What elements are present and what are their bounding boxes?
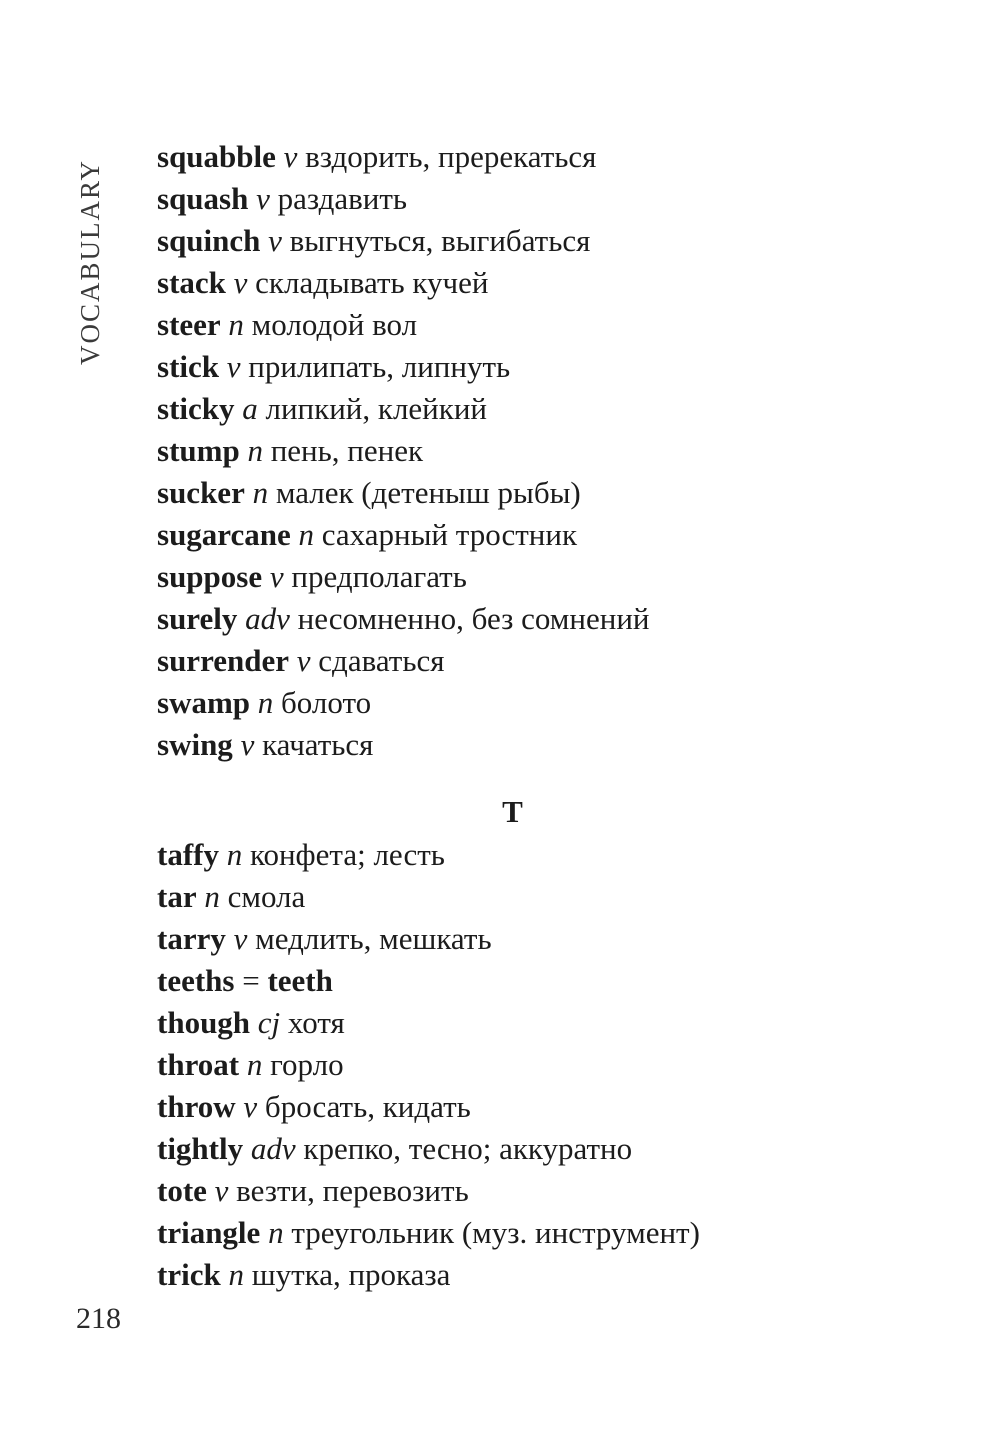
headword: throw [157, 1089, 236, 1124]
translation: везти, перевозить [236, 1173, 469, 1208]
headword: stick [157, 349, 219, 384]
translation: складывать кучей [255, 265, 489, 300]
part-of-speech: v [256, 181, 270, 216]
part-of-speech: v [214, 1173, 229, 1208]
part-of-speech: n [257, 685, 274, 720]
translation: раздавить [277, 181, 408, 216]
headword: steer [157, 307, 221, 342]
entry-list-t [157, 834, 700, 1296]
headword: sucker [157, 475, 245, 510]
part-of-speech: n [204, 879, 220, 914]
letter-heading-t: T [502, 794, 523, 829]
entry-steer [157, 304, 650, 346]
part-of-speech: v [233, 265, 248, 300]
part-of-speech: adv [250, 1131, 296, 1166]
entry-list-s [157, 136, 650, 766]
part-of-speech: n [252, 475, 269, 510]
entry-tote [157, 1170, 700, 1212]
translation: молодой вол [251, 307, 418, 342]
equals-sign: = [242, 963, 260, 998]
part-of-speech: v [269, 559, 284, 594]
translation: конфета; лесть [249, 837, 445, 872]
translation: предполагать [291, 559, 467, 594]
translation: хотя [287, 1005, 345, 1040]
entry-tar [157, 876, 700, 918]
headword: swamp [157, 685, 251, 720]
cross-reference: teeth [267, 963, 333, 998]
headword: though [157, 1005, 251, 1040]
part-of-speech: a [242, 391, 258, 426]
entry-squinch [157, 220, 650, 262]
entry-surely [157, 598, 650, 640]
translation: медлить, мешкать [255, 921, 492, 956]
entry-swamp [157, 682, 650, 724]
part-of-speech: v [283, 139, 298, 174]
part-of-speech: v [233, 921, 248, 956]
part-of-speech: v [296, 643, 311, 678]
headword: tarry [157, 921, 226, 956]
headword: squinch [157, 223, 261, 258]
translation: выгнуться, выгибаться [289, 223, 591, 258]
page-number: 218 [76, 1302, 121, 1335]
translation: липкий, клейкий [265, 391, 488, 426]
entry-squash [157, 178, 650, 220]
entry-surrender [157, 640, 650, 682]
translation: крепко, тесно; аккуратно [303, 1131, 633, 1166]
entry-squabble [157, 136, 650, 178]
entry-suppose [157, 556, 650, 598]
translation: пень, пенек [270, 433, 424, 468]
translation: горло [270, 1047, 344, 1082]
entry-sugarcane [157, 514, 650, 556]
headword: sticky [157, 391, 235, 426]
translation: малек (детеныш рыбы) [275, 475, 581, 510]
part-of-speech: n [247, 433, 263, 468]
entry-stack [157, 262, 650, 304]
headword: squash [157, 181, 249, 216]
headword: tar [157, 879, 197, 914]
section-side-label: VOCABULARY [75, 158, 105, 365]
translation: несомненно, без сомнений [297, 601, 650, 636]
entry-throat [157, 1044, 700, 1086]
headword: suppose [157, 559, 263, 594]
headword: sugarcane [157, 517, 291, 552]
translation: сахарный тростник [321, 517, 578, 552]
entry-stick [157, 346, 650, 388]
part-of-speech: v [243, 1089, 258, 1124]
part-of-speech: cj [257, 1005, 281, 1040]
headword: swing [157, 727, 233, 762]
headword: squabble [157, 139, 276, 174]
headword: stump [157, 433, 240, 468]
headword: tightly [157, 1131, 244, 1166]
headword: triangle [157, 1215, 261, 1250]
part-of-speech: v [268, 223, 282, 258]
translation: шутка, проказа [251, 1257, 451, 1292]
headword: surrender [157, 643, 290, 678]
translation: смола [227, 879, 306, 914]
entry-teeths [157, 960, 700, 1002]
entry-swing [157, 724, 650, 766]
part-of-speech: adv [245, 601, 290, 636]
translation: болото [281, 685, 372, 720]
headword: taffy [157, 837, 219, 872]
entry-tightly [157, 1128, 700, 1170]
entry-though [157, 1002, 700, 1044]
part-of-speech: v [240, 727, 255, 762]
entry-trick [157, 1254, 700, 1296]
part-of-speech: n [228, 307, 244, 342]
part-of-speech: n [268, 1215, 284, 1250]
entry-sticky [157, 388, 650, 430]
entry-tarry [157, 918, 700, 960]
headword: stack [157, 265, 226, 300]
entry-throw [157, 1086, 700, 1128]
translation: вздорить, пререкаться [305, 139, 597, 174]
translation: качаться [262, 727, 374, 762]
part-of-speech: n [226, 837, 243, 872]
headword: tote [157, 1173, 207, 1208]
part-of-speech: n [246, 1047, 263, 1082]
entry-taffy [157, 834, 700, 876]
entry-sucker [157, 472, 650, 514]
headword: trick [157, 1257, 221, 1292]
headword: throat [157, 1047, 240, 1082]
translation: бросать, кидать [264, 1089, 471, 1124]
part-of-speech: v [226, 349, 241, 384]
part-of-speech: n [298, 517, 315, 552]
part-of-speech: n [228, 1257, 244, 1292]
headword: teeths [157, 963, 235, 998]
translation: треугольник (муз. инструмент) [291, 1215, 700, 1250]
translation: прилипать, липнуть [248, 349, 511, 384]
translation: сдаваться [318, 643, 445, 678]
entry-stump [157, 430, 650, 472]
entry-triangle [157, 1212, 700, 1254]
headword: surely [157, 601, 238, 636]
